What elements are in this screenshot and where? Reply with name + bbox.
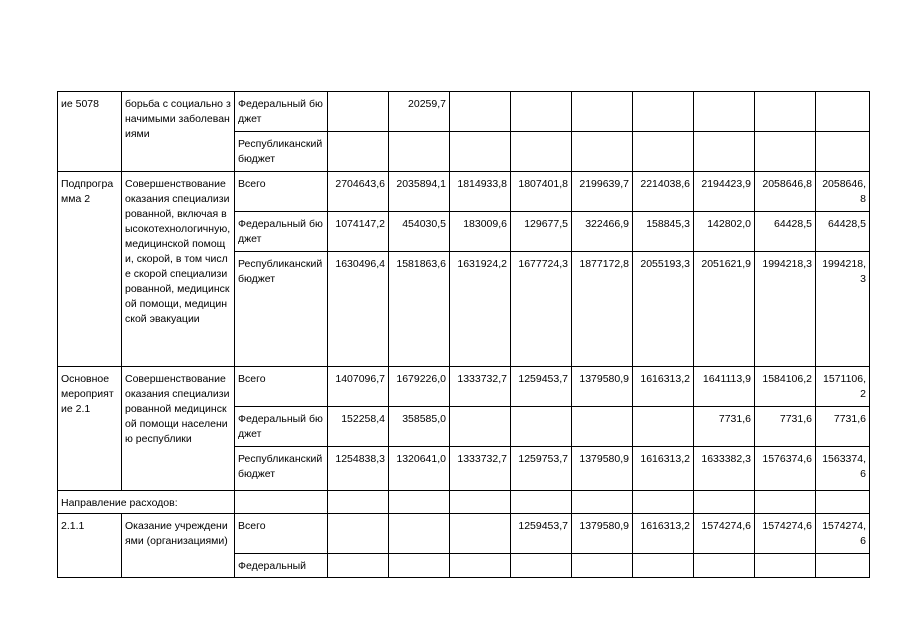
value-cell: 2704643,6	[328, 172, 389, 212]
name-cell: борьба с социально значимыми заболеваниями	[122, 92, 235, 172]
source-cell: Федеральный	[235, 554, 328, 578]
value-cell: 1616313,2	[633, 447, 694, 491]
empty-cell	[511, 491, 572, 514]
value-cell: 1407096,7	[328, 367, 389, 407]
value-cell: 358585,0	[389, 407, 450, 447]
value-cell	[450, 407, 511, 447]
source-cell: Федеральный бюджет	[235, 407, 328, 447]
value-cell	[633, 407, 694, 447]
value-cell: 1877172,8	[572, 252, 633, 367]
value-cell: 1333732,7	[450, 367, 511, 407]
value-cell: 1679226,0	[389, 367, 450, 407]
value-cell: 183009,6	[450, 212, 511, 252]
value-cell: 152258,4	[328, 407, 389, 447]
code-cell: Подпрограмма 2	[58, 172, 122, 367]
value-cell: 2194423,9	[694, 172, 755, 212]
value-cell: 1259453,7	[511, 367, 572, 407]
value-cell: 1563374,6	[816, 447, 870, 491]
source-cell: Всего	[235, 367, 328, 407]
source-cell: Республиканский бюджет	[235, 252, 328, 367]
value-cell: 1807401,8	[511, 172, 572, 212]
value-cell	[328, 132, 389, 172]
value-cell: 322466,9	[572, 212, 633, 252]
value-cell: 64428,5	[816, 212, 870, 252]
value-cell	[328, 92, 389, 132]
value-cell	[755, 554, 816, 578]
source-cell: Федеральный бюджет	[235, 212, 328, 252]
value-cell	[755, 92, 816, 132]
value-cell: 1814933,8	[450, 172, 511, 212]
value-cell	[572, 407, 633, 447]
source-cell: Всего	[235, 514, 328, 554]
value-cell: 7731,6	[694, 407, 755, 447]
value-cell	[755, 132, 816, 172]
table-row	[58, 172, 870, 212]
value-cell: 1574274,6	[816, 514, 870, 554]
value-cell	[694, 92, 755, 132]
value-cell: 1320641,0	[389, 447, 450, 491]
value-cell	[389, 132, 450, 172]
value-cell: 20259,7	[389, 92, 450, 132]
table-row	[58, 514, 870, 554]
value-cell: 1379580,9	[572, 514, 633, 554]
table-row	[58, 92, 870, 132]
value-cell: 1994218,3	[816, 252, 870, 367]
source-cell: Федеральный бюджет	[235, 92, 328, 132]
value-cell: 158845,3	[633, 212, 694, 252]
budget-table	[57, 91, 870, 578]
value-cell	[633, 554, 694, 578]
value-cell	[694, 554, 755, 578]
value-cell: 1641113,9	[694, 367, 755, 407]
value-cell: 2051621,9	[694, 252, 755, 367]
empty-cell	[755, 491, 816, 514]
value-cell: 1259753,7	[511, 447, 572, 491]
value-cell	[389, 514, 450, 554]
code-cell: Основное мероприятие 2.1	[58, 367, 122, 491]
value-cell	[450, 514, 511, 554]
value-cell: 1259453,7	[511, 514, 572, 554]
value-cell	[450, 554, 511, 578]
empty-cell	[633, 491, 694, 514]
value-cell: 1576374,6	[755, 447, 816, 491]
value-cell	[694, 132, 755, 172]
value-cell	[511, 92, 572, 132]
value-cell	[572, 132, 633, 172]
value-cell: 2199639,7	[572, 172, 633, 212]
value-cell: 2214038,6	[633, 172, 694, 212]
empty-cell	[235, 491, 328, 514]
value-cell	[511, 407, 572, 447]
source-cell: Всего	[235, 172, 328, 212]
value-cell: 1074147,2	[328, 212, 389, 252]
name-cell: Совершенствование оказания специализированной медицинской помощи населению республики	[122, 367, 235, 491]
value-cell	[816, 132, 870, 172]
value-cell: 1994218,3	[755, 252, 816, 367]
value-cell: 1616313,2	[633, 514, 694, 554]
value-cell	[328, 554, 389, 578]
value-cell: 7731,6	[755, 407, 816, 447]
value-cell: 7731,6	[816, 407, 870, 447]
value-cell: 129677,5	[511, 212, 572, 252]
value-cell: 1677724,3	[511, 252, 572, 367]
value-cell	[633, 92, 694, 132]
value-cell	[389, 554, 450, 578]
name-cell: Совершенствование оказания специализированной, включая высокотехнологичную, медицинской помощи, скорой, в том числе скорой специализированной, медицинской помощи, медицинской эвакуации	[122, 172, 235, 367]
code-cell: ие 5078	[58, 92, 122, 172]
source-cell: Республиканский бюджет	[235, 132, 328, 172]
section-heading-cell: Направление расходов:	[58, 491, 235, 514]
value-cell: 454030,5	[389, 212, 450, 252]
source-cell: Республиканский бюджет	[235, 447, 328, 491]
name-cell: Оказание учреждениями (организациями)	[122, 514, 235, 578]
empty-cell	[328, 491, 389, 514]
empty-cell	[816, 491, 870, 514]
value-cell: 1379580,9	[572, 447, 633, 491]
table-row	[58, 367, 870, 407]
value-cell: 1379580,9	[572, 367, 633, 407]
value-cell: 1633382,3	[694, 447, 755, 491]
value-cell: 1630496,4	[328, 252, 389, 367]
value-cell: 1574274,6	[694, 514, 755, 554]
value-cell	[816, 92, 870, 132]
value-cell	[511, 132, 572, 172]
value-cell: 2035894,1	[389, 172, 450, 212]
value-cell	[328, 514, 389, 554]
empty-cell	[450, 491, 511, 514]
value-cell: 1584106,2	[755, 367, 816, 407]
value-cell: 1574274,6	[755, 514, 816, 554]
value-cell	[511, 554, 572, 578]
table-row	[58, 491, 870, 514]
value-cell: 1616313,2	[633, 367, 694, 407]
value-cell: 1571106,2	[816, 367, 870, 407]
value-cell	[450, 92, 511, 132]
value-cell	[572, 554, 633, 578]
value-cell: 1254838,3	[328, 447, 389, 491]
value-cell	[572, 92, 633, 132]
value-cell: 1631924,2	[450, 252, 511, 367]
value-cell: 2058646,8	[816, 172, 870, 212]
value-cell	[450, 132, 511, 172]
value-cell: 142802,0	[694, 212, 755, 252]
empty-cell	[572, 491, 633, 514]
value-cell: 1333732,7	[450, 447, 511, 491]
value-cell	[633, 132, 694, 172]
value-cell	[816, 554, 870, 578]
value-cell: 2058646,8	[755, 172, 816, 212]
value-cell: 64428,5	[755, 212, 816, 252]
value-cell: 1581863,6	[389, 252, 450, 367]
code-cell: 2.1.1	[58, 514, 122, 578]
empty-cell	[694, 491, 755, 514]
empty-cell	[389, 491, 450, 514]
value-cell: 2055193,3	[633, 252, 694, 367]
